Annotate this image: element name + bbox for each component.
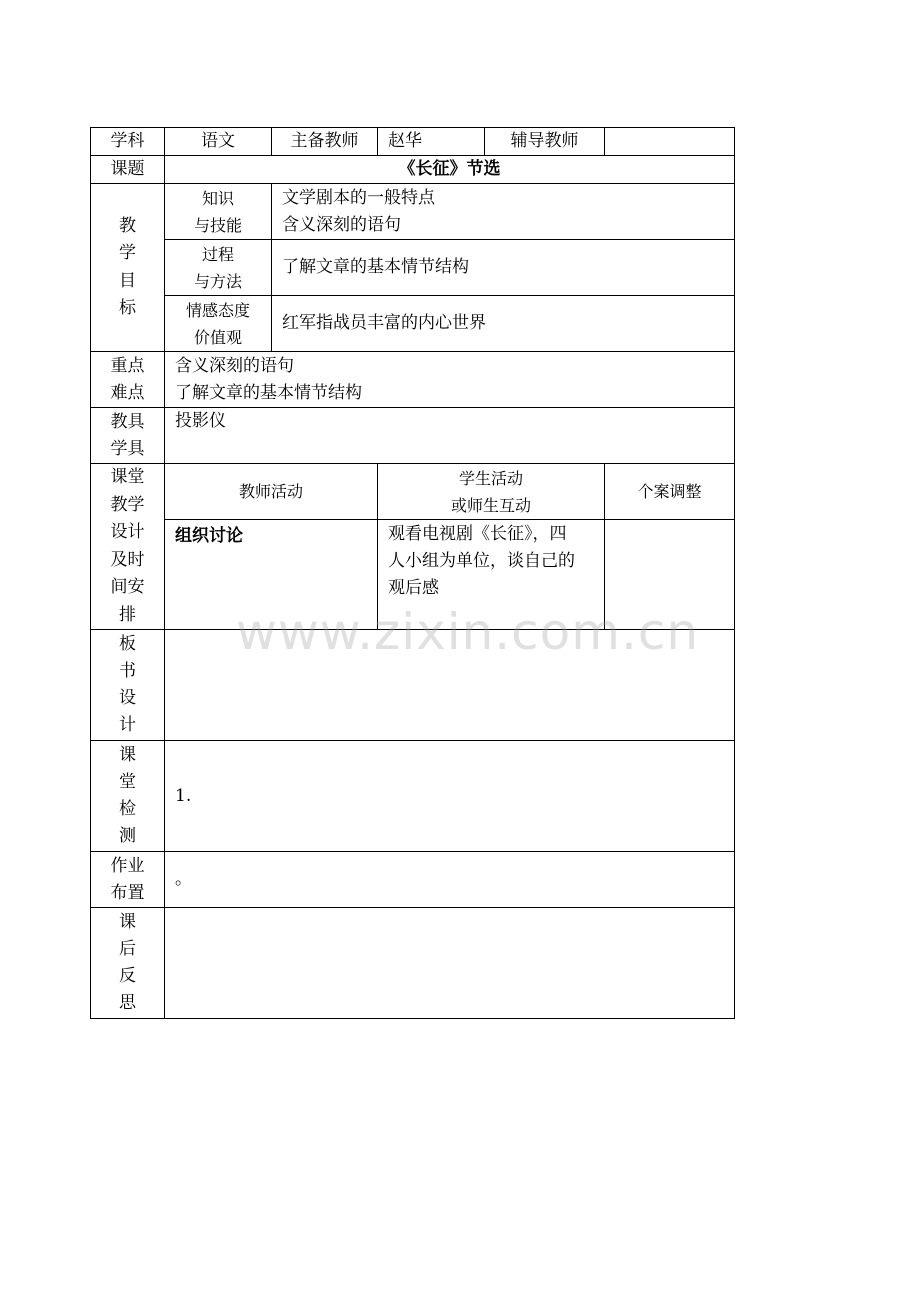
check-content: 1.	[165, 741, 735, 852]
topic-title: 《长征》节选	[165, 156, 735, 184]
header-row	[91, 128, 735, 156]
check-label: 课 堂 检 测	[91, 741, 165, 852]
objective-row	[91, 240, 735, 296]
design-header-row	[91, 464, 735, 520]
tools-content: 投影仪	[165, 408, 735, 464]
key-points-row	[91, 352, 735, 408]
assistant-teacher-label: 辅导教师	[485, 128, 605, 156]
objective-row	[91, 296, 735, 352]
lead-teacher-label: 主备教师	[272, 128, 378, 156]
objective-row	[91, 184, 735, 240]
homework-row	[91, 852, 735, 908]
design-content-row	[91, 520, 735, 630]
board-label: 板 书 设 计	[91, 630, 165, 741]
adjustment-content	[605, 520, 735, 630]
objective-category: 知识 与技能	[165, 184, 272, 240]
assistant-teacher-value	[605, 128, 735, 156]
tools-row	[91, 408, 735, 464]
subject-value: 语文	[165, 128, 272, 156]
teacher-activity-content: 组织讨论	[165, 520, 378, 630]
student-activity-header: 学生活动 或师生互动	[378, 464, 605, 520]
topic-row	[91, 156, 735, 184]
teacher-activity-header: 教师活动	[165, 464, 378, 520]
objectives-label: 教 学 目 标	[91, 184, 165, 352]
watermark: www.zixin.com.cn	[236, 603, 700, 661]
objective-category: 过程 与方法	[165, 240, 272, 296]
objective-content: 了解文章的基本情节结构	[272, 240, 735, 296]
homework-label: 作业 布置	[91, 852, 165, 908]
lesson-plan-table	[90, 127, 735, 1019]
topic-label: 课题	[91, 156, 165, 184]
reflection-row	[91, 908, 735, 1019]
board-content	[165, 630, 735, 741]
tools-label: 教具 学具	[91, 408, 165, 464]
lead-teacher-value: 赵华	[378, 128, 485, 156]
board-row	[91, 630, 735, 741]
check-row	[91, 741, 735, 852]
design-label: 课堂 教学 设计 及时 间安 排	[91, 464, 165, 630]
subject-label: 学科	[91, 128, 165, 156]
key-points-content: 含义深刻的语句 了解文章的基本情节结构	[165, 352, 735, 408]
objective-category: 情感态度 价值观	[165, 296, 272, 352]
reflection-label: 课 后 反 思	[91, 908, 165, 1019]
student-activity-content: 观看电视剧《长征》，四 人小组为单位，谈自己的 观后感	[378, 520, 605, 630]
reflection-content	[165, 908, 735, 1019]
key-points-label: 重点 难点	[91, 352, 165, 408]
objective-content: 文学剧本的一般特点 含义深刻的语句	[272, 184, 735, 240]
homework-content: 。	[165, 852, 735, 908]
objective-content: 红军指战员丰富的内心世界	[272, 296, 735, 352]
adjustment-header: 个案调整	[605, 464, 735, 520]
